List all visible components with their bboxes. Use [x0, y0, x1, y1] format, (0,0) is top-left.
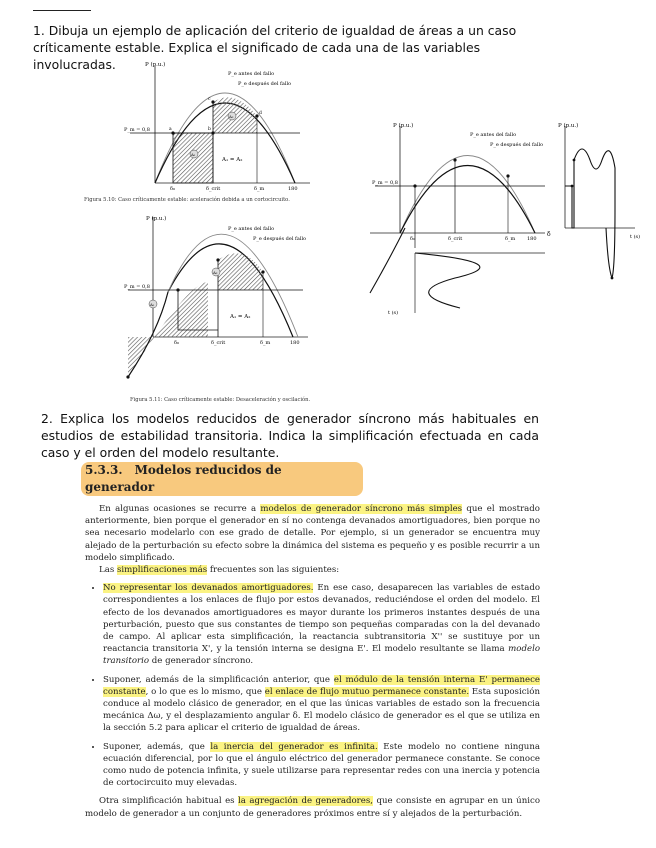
- b1-text: En ese caso, desaparecen las variables de estado correspondientes a los enlaces de flujo por estos devanados, reduciéndose el orden del modelo. El efecto de los devanados amortiguadores es mayor durante los primeros instantes después de una perturbación, puesto que sus constantes de tiempo son pequeñas comparadas con la del devanado de campo. Al aplicar esta simplificación, la reactancia subtransitoria X'' se sustituye por un reactancia transitoria X', y la tensión interna se designa E'. El modelo resultante se llama: [103, 583, 540, 655]
- fig1-pm-label: P_m = 0,8: [124, 127, 150, 133]
- p3-highlight: la agregación de generadores,: [238, 796, 373, 807]
- fig3-x-dmax: δ_m: [505, 236, 516, 242]
- figure-5-10: [110, 58, 330, 198]
- section-heading: [81, 462, 363, 496]
- fig3-curve-before: P_e antes del fallo: [470, 132, 517, 138]
- b2-text-a: Suponer, además de la simplificación anterior, que: [103, 674, 334, 685]
- fig1-x-dcrit: δ_crit: [206, 186, 221, 192]
- fig1-area1: A₁: [191, 152, 196, 157]
- fig3-pm-label: P_m = 0,8: [372, 180, 398, 186]
- b3-text-a: Suponer, además, que: [103, 741, 211, 752]
- fig1-area-eq: A₁ = A₂: [222, 157, 243, 163]
- top-rule: [33, 10, 91, 11]
- section-title: Modelos reducidos de generador: [85, 463, 282, 494]
- p1-highlight: modelos de generador síncrono más simples: [260, 504, 463, 514]
- fig1-point-c: c: [208, 97, 211, 102]
- fig2-x-d0: δ₀: [174, 340, 180, 346]
- fig2-curve-after: P_e después del fallo: [253, 236, 307, 242]
- fig1-point-a: a: [169, 127, 172, 132]
- fig1-point-b: b: [208, 127, 211, 132]
- fig3-x-dcrit: δ_crit: [448, 236, 463, 242]
- b3-highlight: la inercia del generador es infinita.: [210, 741, 378, 752]
- b1-end: de generador síncrono.: [149, 656, 254, 667]
- fig1-area2: A₂: [229, 114, 234, 119]
- b2-text-b: , o lo que es lo mismo, que: [145, 686, 265, 697]
- fig1-curve-after: P_e después del fallo: [238, 81, 292, 87]
- list-item-infinite-inertia: [103, 741, 540, 790]
- fig1-x-d0: δ₀: [170, 186, 176, 192]
- figure-dynamics: [360, 118, 650, 318]
- paragraph-aggregation: [85, 795, 540, 819]
- p2-highlight: simplificaciones más: [116, 565, 208, 576]
- simplifications-list: [85, 582, 540, 789]
- list-item-damper-windings: [103, 582, 540, 667]
- p2-text-b: frecuentes son las siguientes:: [207, 565, 340, 576]
- b2-highlight-1: el módulo de la tensión interna E' permanece constante: [103, 674, 540, 697]
- fig1-y-axis-label: P (p.u.): [145, 62, 166, 68]
- fig2-x-dcrit: δ_crit: [211, 340, 226, 346]
- fig2-area-eq: A₁ = A₂: [230, 314, 251, 320]
- p3-text-a: Otra simplificación habitual es: [99, 796, 239, 807]
- fig2-area2: A₂: [213, 270, 218, 275]
- paragraph-list-intro: [85, 564, 540, 576]
- fig2-pm-label: P_m = 0,8: [124, 284, 150, 290]
- fig1-point-d: d: [259, 111, 262, 116]
- fig3-x-d0: δ₀: [410, 236, 416, 242]
- fig3-y-axis-left: P (p.u.): [393, 123, 414, 129]
- fig3-curve-after: P_e después del fallo: [490, 142, 544, 148]
- question-2: 2. Explica los modelos reducidos de generador síncrono más habituales en estudios de estabilidad transitoria. Indica la simplificación efectuada en cada caso y el orden del modelo resultante.: [41, 411, 539, 460]
- fig3-time-label-right: t (s): [630, 234, 641, 240]
- fig1-curve-before: P_e antes del fallo: [228, 71, 275, 77]
- b3-text-b: Este modelo no contiene ninguna ecuación diferencial, por lo que el ángulo eléctrico del generador permanece constante. Se conoce como nudo de potencia infinita, y suele utilizarse para representar redes con una inercia y potencia de cortocircuito muy elevadas.: [103, 741, 540, 789]
- p1-text-b: que el mostrado anteriormente, bien porque el generador en sí no contenga devanados amortiguadores, bien porque no sea necesario modelarlo con ese grado de detalle. Por ejemplo, si un generador se encuentra muy alejado de la perturbación su efecto sobre la dinámica del sistema es pequeño y es posible recurrir a un modelo simplificado.: [85, 504, 540, 563]
- fig2-area1: A₁: [150, 302, 155, 307]
- fig3-x-180: 180: [527, 236, 537, 242]
- b2-text-c: Esta suposición conduce al modelo clásico de generador, en el que las únicas variables de estado son la frecuencia mecánica Δω, y el desplazamiento angular δ. El modelo clásico de generador es el que se utiliza en la sección 5.2 para aplicar el criterio de igualdad de áreas.: [103, 686, 540, 734]
- b1-italic: modelo transitorio: [103, 644, 540, 667]
- fig2-y-axis-label: P (p.u.): [146, 216, 167, 222]
- figure-5-10-caption: Figura 5.10: Caso críticamente estable: aceleración debida a un cortocircuito.: [84, 197, 290, 203]
- b1-highlight: No representar los devanados amortiguadores.: [103, 583, 314, 594]
- fig2-x-dmax: δ_m: [260, 340, 271, 346]
- p1-text-a: En algunas ocasiones se recurre a: [99, 504, 261, 514]
- figure-5-11: [118, 212, 328, 392]
- fig2-x-180: 180: [290, 340, 300, 346]
- list-item-constant-voltage: [103, 674, 540, 735]
- fig2-curve-before: P_e antes del fallo: [228, 226, 275, 232]
- question-1: 1. Dibuja un ejemplo de aplicación del criterio de igualdad de áreas a un caso críticamente estable. Explica el significado de cada una de las variables involucradas.: [33, 23, 517, 72]
- section-number: 5.3.3.: [85, 463, 123, 477]
- figure-5-11-caption: Figura 5.11: Caso críticamente estable: Desaceleración y oscilación.: [130, 397, 311, 403]
- p2-text-a: Las: [99, 565, 117, 576]
- p3-text-b: que consiste en agrupar en un único modelo de generador a un conjunto de generadores próximos entre sí y alejados de la perturbación.: [85, 796, 540, 819]
- b2-highlight-2: el enlace de flujo mutuo permanece constante.: [264, 686, 470, 697]
- textbook-excerpt: [85, 462, 540, 820]
- fig1-x-180: 180: [288, 186, 298, 192]
- fig1-x-dmax: δ_m: [254, 186, 265, 192]
- paragraph-intro: [85, 503, 540, 564]
- fig3-y-axis-right: P (p.u.): [558, 123, 579, 129]
- fig3-time-label: t (s): [388, 310, 399, 316]
- fig3-delta-label: δ: [547, 231, 551, 238]
